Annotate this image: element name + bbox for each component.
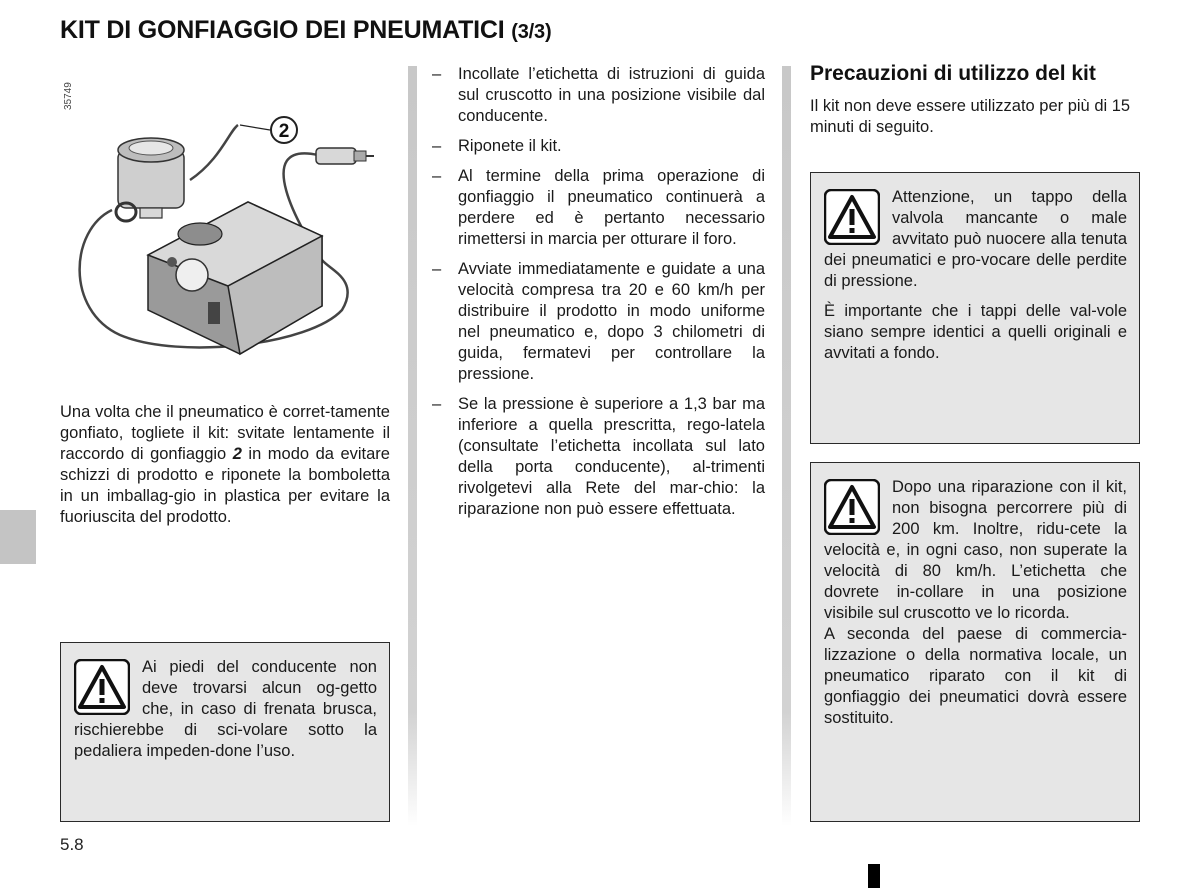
warning-text: A seconda del paese di commercia-lizzazione o della normativa locale, un pneumatico riparato con il kit di gonfiaggio dei pneumatici dovrà essere sostituito. xyxy=(824,625,1127,727)
list-item xyxy=(432,136,765,157)
list-item-text: Riponete il kit. xyxy=(458,137,562,155)
list-item xyxy=(432,394,765,520)
list-item-text: Avviate immediatamente e guidate a una velocità compresa tra 20 e 60 km/h per distribuire il prodotto in modo uniforme nel pneumatico e, dopo 3 chilometri di guida, fermatevi per controllare la pressione. xyxy=(458,260,765,383)
list-dash: – xyxy=(432,65,442,83)
list-dash: – xyxy=(432,167,442,185)
power-plug xyxy=(316,148,374,164)
usage-limit-paragraph: Il kit non deve essere utilizzato per più di 15 minuti di seguito. xyxy=(810,97,1131,136)
page-edge-mark xyxy=(868,864,880,888)
list-dash: – xyxy=(432,260,442,278)
warning-text: Dopo una riparazione con il kit, non bisogna percorrere più di 200 km. Inoltre, ridu-cete la velocità e, in ogni caso, non superate la velocità di 80 km/h. L’etichetta che dovrete in-collare in una posizione visibile sul cruscotto ve lo ricorda. xyxy=(824,478,1127,622)
fitting-reference: 2 xyxy=(232,445,242,463)
warning-triangle-icon xyxy=(74,659,130,715)
list-dash: – xyxy=(432,137,442,155)
warning-text: Attenzione, un tappo della valvola mancante o male avvitato può nuocere alla tenuta dei pneumatici e pro-vocare delle perdite di pressione. xyxy=(824,188,1127,290)
instructions-list xyxy=(432,64,765,520)
callout-label: 2 xyxy=(278,121,290,142)
valve-cap-warning xyxy=(810,172,1140,444)
callout-line xyxy=(240,125,270,130)
list-dash: – xyxy=(432,395,442,413)
instructions-list-column xyxy=(432,64,765,529)
page-title xyxy=(60,16,551,45)
compressor xyxy=(148,202,322,354)
section-tab-marker xyxy=(0,510,36,564)
kit-removal-paragraph xyxy=(60,402,390,528)
column-divider-left xyxy=(408,66,417,826)
paragraph-text: Una volta che il pneumatico è corret-tamente gonfiato, togliete il kit: svitate lentamente il raccordo di gonfiaggio xyxy=(60,403,390,463)
page-number: 5.8 xyxy=(60,835,84,854)
list-item-text: Al termine della prima operazione di gonfiaggio il pneumatico continuerà a perdere ed è pertanto necessario rimettersi in marcia per otturare il foro. xyxy=(458,167,765,248)
valve-hose xyxy=(190,125,238,180)
warning-triangle-icon xyxy=(824,479,880,535)
paragraph-text: in modo da evitare schizzi di prodotto e riponete la bomboletta in un imballag-gio in plastica per evitare la fuoriuscita del prodotto. xyxy=(60,445,390,526)
list-item-text: Se la pressione è superiore a 1,3 bar ma inferiore a quella prescritta, rego-latela (consultate l’etichetta incollata sul lato della porta conducente), al-trimenti rivolgetevi alla Rete del mar-chio: la riparazione non può essere effettuata. xyxy=(458,395,765,518)
column-divider-right xyxy=(782,66,791,826)
figure-number: 35749 xyxy=(63,82,74,110)
warning-text: È importante che i tappi delle val-vole siano sempre identici a quelli originali e avvitati a fondo. xyxy=(824,302,1127,362)
sealant-bottle xyxy=(118,138,184,218)
warning-text: Ai piedi del conducente non deve trovarsi alcun og-getto che, in caso di frenata brusca, rischierebbe di sci-volare sotto la pedaliera impeden-done l’uso. xyxy=(74,658,377,760)
warning-triangle-icon xyxy=(824,189,880,245)
title-suffix: (3/3) xyxy=(511,21,552,43)
list-item xyxy=(432,259,765,385)
title-main: KIT DI GONFIAGGIO DEI PNEUMATICI xyxy=(60,16,505,44)
compressor-illustration xyxy=(60,110,390,370)
section-heading: Precauzioni di utilizzo del kit xyxy=(810,62,1096,85)
list-item xyxy=(432,64,765,127)
driver-footwell-warning xyxy=(60,642,390,822)
list-item xyxy=(432,166,765,250)
list-item-text: Incollate l’etichetta di istruzioni di guida sul cruscotto in una posizione visibile dal conducente. xyxy=(458,65,765,125)
repair-limit-warning xyxy=(810,462,1140,822)
